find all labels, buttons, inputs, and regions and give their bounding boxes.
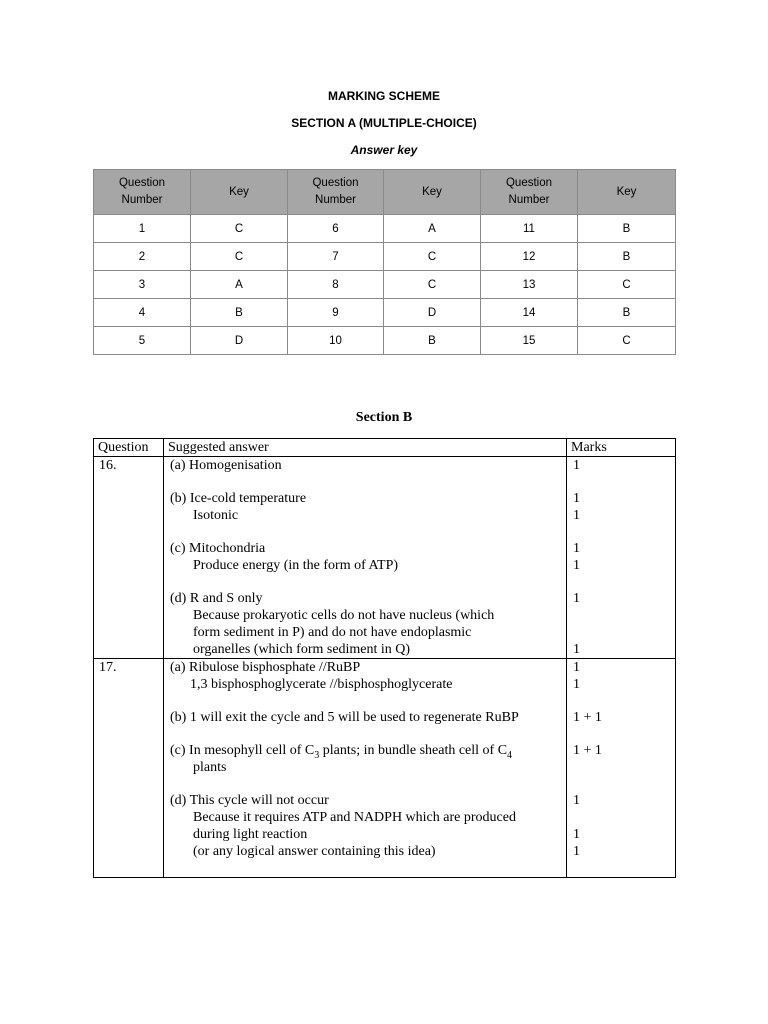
key-cell: B: [191, 299, 288, 327]
marks: 1 1 1 + 1 1 + 1 1 1 1: [567, 659, 676, 878]
marks: 1 1 1 1 1 1 1: [567, 457, 676, 659]
key-cell: B: [384, 327, 481, 355]
section-b-header-row: [94, 439, 676, 457]
question-number-cell: 2: [94, 243, 191, 271]
answer-key-label: Answer key: [350, 143, 418, 157]
table-row: [94, 243, 676, 271]
answer-key-header-row: [94, 170, 676, 215]
key-cell: C: [578, 271, 676, 299]
col-header-question-number: Question Number: [481, 170, 578, 215]
question-number-cell: 12: [481, 243, 578, 271]
key-cell: C: [578, 327, 676, 355]
table-row: [94, 215, 676, 243]
key-cell: C: [384, 271, 481, 299]
suggested-answer: (a) Homogenisation (b) Ice-cold temperature Isotonic (c) Mitochondria Produce energy (in the form of ATP) (d) R and S only Because prokaryotic cells do not have nucleus (which form sediment in P) and do not have endoplasmic organelles (which form sediment in Q): [164, 457, 567, 659]
question-number-cell: 15: [481, 327, 578, 355]
question-number-cell: 6: [288, 215, 384, 243]
question-number-cell: 10: [288, 327, 384, 355]
col-header-key: Key: [191, 170, 288, 215]
page-title: MARKING SCHEME: [327, 89, 440, 103]
table-row: [94, 271, 676, 299]
key-cell: C: [384, 243, 481, 271]
question-number-cell: 4: [94, 299, 191, 327]
section-b-table: [93, 438, 676, 878]
question-number-cell: 11: [481, 215, 578, 243]
question-16-row: [94, 457, 676, 659]
key-cell: A: [384, 215, 481, 243]
question-number-cell: 14: [481, 299, 578, 327]
key-cell: C: [191, 215, 288, 243]
question-number-cell: 3: [94, 271, 191, 299]
question-number: 16.: [94, 457, 164, 659]
col-header-key: Key: [384, 170, 481, 215]
key-cell: D: [191, 327, 288, 355]
section-a-heading: SECTION A (MULTIPLE-CHOICE): [291, 116, 477, 130]
col-header-question: Question: [94, 439, 164, 457]
question-number-cell: 5: [94, 327, 191, 355]
section-b-heading: Section B: [355, 410, 413, 425]
table-row: [94, 299, 676, 327]
question-number-cell: 9: [288, 299, 384, 327]
question-17-row: [94, 659, 676, 878]
suggested-answer: (a) Ribulose bisphosphate //RuBP 1,3 bisphosphoglycerate //bisphosphoglycerate (b) 1 will exit the cycle and 5 will be used to regenerate RuBP (c) In mesophyll cell of $C_3$ plants; in bundle sheath cell of $C_4$ plants (d) This cycle will not occur Because it requires ATP and NADPH which are produced during light reaction (or any logical answer containing this idea): [164, 659, 567, 878]
col-header-suggested-answer: Suggested answer: [164, 439, 567, 457]
table-row: [94, 327, 676, 355]
question-number: 17.: [94, 659, 164, 878]
col-header-key: Key: [578, 170, 676, 215]
question-number-cell: 7: [288, 243, 384, 271]
key-cell: D: [384, 299, 481, 327]
col-header-question-number: Question Number: [94, 170, 191, 215]
answer-key-table: [93, 169, 676, 355]
key-cell: A: [191, 271, 288, 299]
question-number-cell: 1: [94, 215, 191, 243]
key-cell: B: [578, 299, 676, 327]
question-number-cell: 13: [481, 271, 578, 299]
question-number-cell: 8: [288, 271, 384, 299]
col-header-marks: Marks: [567, 439, 676, 457]
key-cell: C: [191, 243, 288, 271]
col-header-question-number: Question Number: [288, 170, 384, 215]
key-cell: B: [578, 243, 676, 271]
key-cell: B: [578, 215, 676, 243]
